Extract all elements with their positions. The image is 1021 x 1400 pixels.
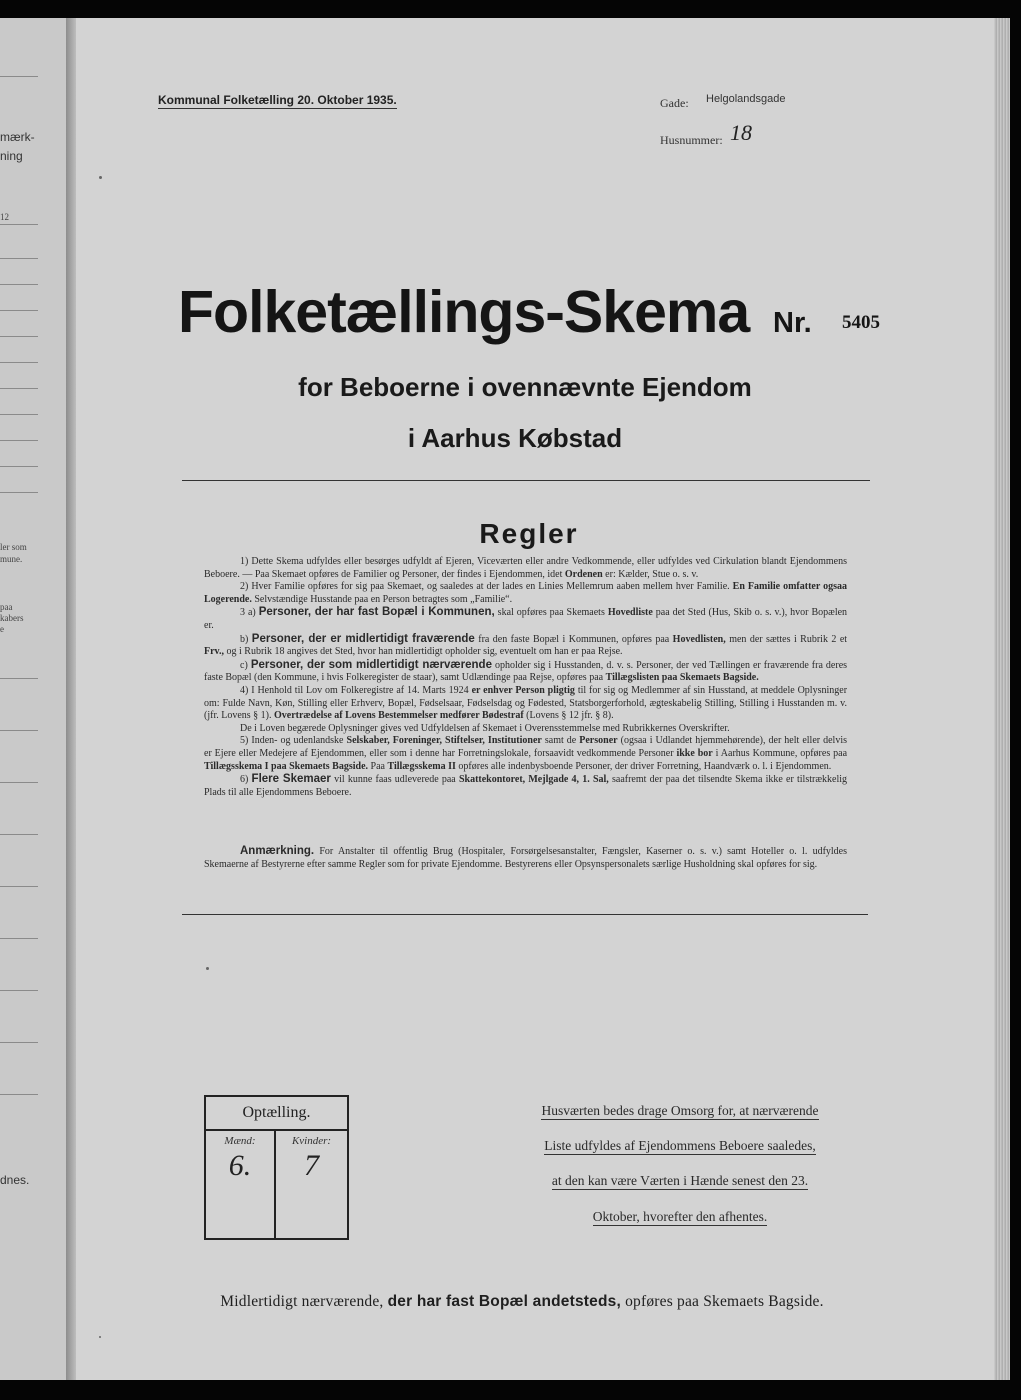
form-subtitle-residents: for Beboerne i ovennævnte Ejendom [298, 372, 752, 402]
left-page-rule [0, 886, 38, 887]
left-page-fragment: 12 [0, 212, 9, 222]
left-page-rule [0, 466, 38, 467]
left-page-fragment: mune. [0, 554, 23, 564]
rule-emphasis: Selskaber, Foreninger, Stiftelser, Institutioner [346, 735, 542, 747]
paper-speck [206, 967, 209, 970]
left-page-rule [0, 414, 38, 415]
rule-3b [204, 633, 847, 659]
street-label: Gade: [660, 96, 689, 110]
landlord-notice-line [470, 1209, 890, 1225]
footer-text: opføres paa Skemaets Bagside. [625, 1293, 824, 1310]
rule-text: opføres alle indenbysboende Personer, der driver Forretning, Haandværk o. l. i Ejendommen. [458, 760, 832, 772]
house-number-handwritten: 18 [730, 120, 752, 145]
remark-paragraph [204, 845, 847, 871]
rule-text: samt de [544, 735, 577, 747]
divider [182, 480, 870, 481]
rule-text: men der sættes i Rubrik 2 et [729, 633, 848, 645]
rule-emphasis: Tillægslisten paa Skemaets Bagside. [605, 672, 759, 684]
rule-text: vil kunne faas udleverede paa [334, 774, 456, 786]
rule-text: De i Loven begærede Oplysninger gives ved Udfyldelsen af Skemaet i Overensstemmelse med Rubrikkernes Overskrifter. [240, 722, 730, 734]
count-box-divider [274, 1131, 276, 1238]
rule-text: fra den faste Bopæl i Kommunen, opføres paa [478, 633, 670, 645]
rule-emphasis: Overtrædelse af Lovens Bestemmelser medfører Bødestraf [274, 710, 524, 722]
rule-emphasis: Flere Skemaer [251, 773, 331, 786]
left-page-fragment: kabers [0, 613, 24, 623]
house-number-label: Husnummer: [660, 133, 723, 147]
left-page-fragment: mærk- [0, 130, 35, 144]
left-page-rule [0, 492, 38, 493]
rule-text: saafremt der paa det tilsendte Skema ikke er tilstrækkelig Plads til alle Ejendommens Beboere. [204, 774, 847, 798]
left-page-rule [0, 730, 38, 731]
footer-emphasis: der har fast Bopæl andetsteds, [387, 1293, 621, 1310]
left-facing-page [0, 18, 66, 1380]
left-page-fragment: ning [0, 149, 23, 163]
landlord-notice-line [470, 1173, 890, 1189]
paper-speck [99, 1336, 101, 1338]
left-page-rule [0, 76, 38, 77]
left-page-rule [0, 258, 38, 259]
rule-5 [204, 735, 847, 773]
women-count-handwritten: 7 [304, 1149, 319, 1182]
rule-text: i Aarhus Kommune, opføres paa [715, 747, 848, 759]
rule-text: opholder sig i Husstanden, d. v. s. Personer, der ved Tællingen er fraværende fra deres faste Bopæl (den Kommune, i hvis Folkeregister de staar), samt Udlændinge paa Rejse, opføres paa [204, 659, 848, 684]
rule-text: skal opføres paa Skemaets [497, 607, 605, 619]
rule-number: 3 a) [240, 607, 256, 619]
rule-text: (Lovens § 12 jfr. § 8). [526, 710, 614, 722]
left-page-fragment: e [0, 624, 4, 634]
rule-text: og i Rubrik 18 angives det Sted, hvor han midlertidigt opholder sig, eventuelt om han er paa Rejse. [226, 646, 623, 658]
rule-6 [204, 773, 847, 799]
form-subtitle-city: i Aarhus Købstad [407, 423, 623, 453]
rule-number: c) [240, 659, 248, 671]
left-page-rule [0, 834, 38, 835]
rule-text: 4) I Henhold til Lov om Folkeregistre af 14. Marts 1924 [240, 684, 469, 696]
rule-emphasis: er enhver Person pligtig [471, 684, 575, 696]
rule-emphasis: Personer, der har fast Bopæl i Kommunen, [258, 606, 495, 619]
form-number-value: 5405 [842, 312, 880, 333]
notice-text: at den kan være Værten i Hænde senest den 23. [551, 1173, 809, 1188]
rule-text: Selvstændige Husstande paa en Person betragtes som „Familie“. [254, 593, 513, 605]
landlord-notice-line [470, 1138, 890, 1154]
rule-emphasis: Skattekontoret, Mejlgade 4, 1. Sal, [458, 774, 609, 786]
page-stack-edge [994, 18, 1010, 1380]
rule-text: 6) [240, 774, 249, 786]
rule-emphasis: Personer, der som midlertidigt nærværende [250, 658, 492, 671]
notice-text: Oktober, hvorefter den afhentes. [592, 1209, 768, 1224]
left-page-rule [0, 362, 38, 363]
left-page-rule [0, 782, 38, 783]
rule-3a [204, 606, 847, 632]
rule-3c [204, 659, 847, 685]
rules-body [204, 556, 847, 799]
rule-emphasis: Personer, der er midlertidigt fraværende [251, 632, 475, 645]
rule-emphasis: Ordenen [564, 568, 603, 580]
rule-number: b) [240, 633, 249, 645]
notice-text: Liste udfyldes af Ejendommens Beboere saaledes, [544, 1138, 816, 1153]
footer-instruction [0, 1293, 1021, 1311]
rule-emphasis: En Familie omfatter ogsaa Logerende. [204, 581, 848, 605]
rule-text: 2) Hver Familie opføres for sig paa Skemaet, og saaledes at der lades en Linies Mellemrum aaben mellem hver Familie. [240, 581, 730, 593]
left-page-fragment: paa [0, 602, 13, 612]
left-page-rule [0, 678, 38, 679]
rules-heading: Regler [479, 518, 579, 549]
left-page-fragment: dnes. [0, 1173, 30, 1187]
notice-text: Husværten bedes drage Omsorg for, at nærværende [541, 1103, 819, 1118]
rule-text: til for sig og Medlemmer af sin Husstand, at meddele Oplysninger om: Fulde Navn, Køn, Stilling eller Erhverv, Bopæl, Fødselsaar, Fødselsdag og Fødested, Statsborgerforhold, ægteskabelig Stilling, Stilling i Husstanden m. v. (jfr. Lovens § 1). [204, 684, 848, 722]
rule-4 [204, 685, 847, 723]
rule-text: paa det Sted (Hus, Skib o. s. v.), hvor Bopælen er. [204, 607, 848, 631]
count-box-title: Optælling. [206, 1097, 347, 1131]
footer-text: Midlertidigt nærværende, [220, 1293, 384, 1310]
rule-emphasis: Frv., [204, 646, 224, 658]
rule-1 [204, 556, 847, 581]
book-gutter [66, 18, 76, 1380]
rule-4-extra [204, 723, 847, 736]
count-box [204, 1095, 349, 1240]
rule-text: 5) Inden- og udenlandske [240, 735, 344, 747]
street-value: Helgolandsgade [706, 93, 786, 105]
left-page-fragment: ler som [0, 542, 27, 552]
form-number-label: Nr. [773, 307, 812, 339]
form-main-title: Folketællings-Skema [178, 279, 750, 345]
rule-emphasis: Personer [579, 735, 618, 747]
left-page-rule [0, 990, 38, 991]
left-page-rule [0, 336, 38, 337]
left-page-rule [0, 224, 38, 225]
paper-speck [99, 176, 102, 179]
women-label: Kvinder: [291, 1135, 332, 1147]
rule-text: Paa [370, 760, 385, 772]
rule-text: er: Kælder, Stue o. s. v. [605, 568, 699, 580]
divider [182, 914, 868, 915]
rule-emphasis: Tillægsskema I paa Skemaets Bagside. [204, 760, 369, 772]
left-page-rule [0, 1094, 38, 1095]
rule-emphasis: Tillægsskema II [387, 760, 456, 772]
rule-text: (ogsaa i Udlandet hjemmehørende), der helt eller delvis er Ejere eller Medejere af Ejendommen, eller som i denne har Forretningslokale, forsaavidt vedkommende Personer [204, 735, 847, 759]
rule-emphasis: ikke bor [676, 747, 713, 759]
landlord-notice-line [470, 1103, 890, 1119]
rule-2 [204, 581, 847, 606]
remark-label: Anmærkning. [240, 845, 315, 857]
left-page-rule [0, 284, 38, 285]
left-page-rule [0, 938, 38, 939]
census-header-line: Kommunal Folketælling 20. Oktober 1935. [158, 93, 397, 107]
rule-emphasis: Hovedliste [607, 607, 653, 619]
rule-text: 1) Dette Skema udfyldes eller besørges udfyldt af Ejeren, Viceværten eller andre Vedkommende, eller udfyldes ved Cirkulation blandt Ejendommens Beboere. — Paa Skemaet opføres de Familier og Personer, der findes i Ejendommen, idet [204, 556, 847, 580]
left-page-rule [0, 310, 38, 311]
remark-text: For Anstalter til offentlig Brug (Hospitaler, Forsørgelsesanstalter, Fængsler, Kaserner o. s. v.) samt Hoteller o. l. udfyldes Skemaerne af Bestyrerne efter samme Regler som for private Ejendomme. Bestyrerens eller Opsynspersonalets særlige Husholdning skal opføres for sig. [204, 846, 848, 870]
men-count-handwritten: 6. [228, 1149, 252, 1182]
men-label: Mænd: [224, 1135, 256, 1147]
left-page-rule [0, 1042, 38, 1043]
rule-emphasis: Hovedlisten, [672, 633, 726, 645]
